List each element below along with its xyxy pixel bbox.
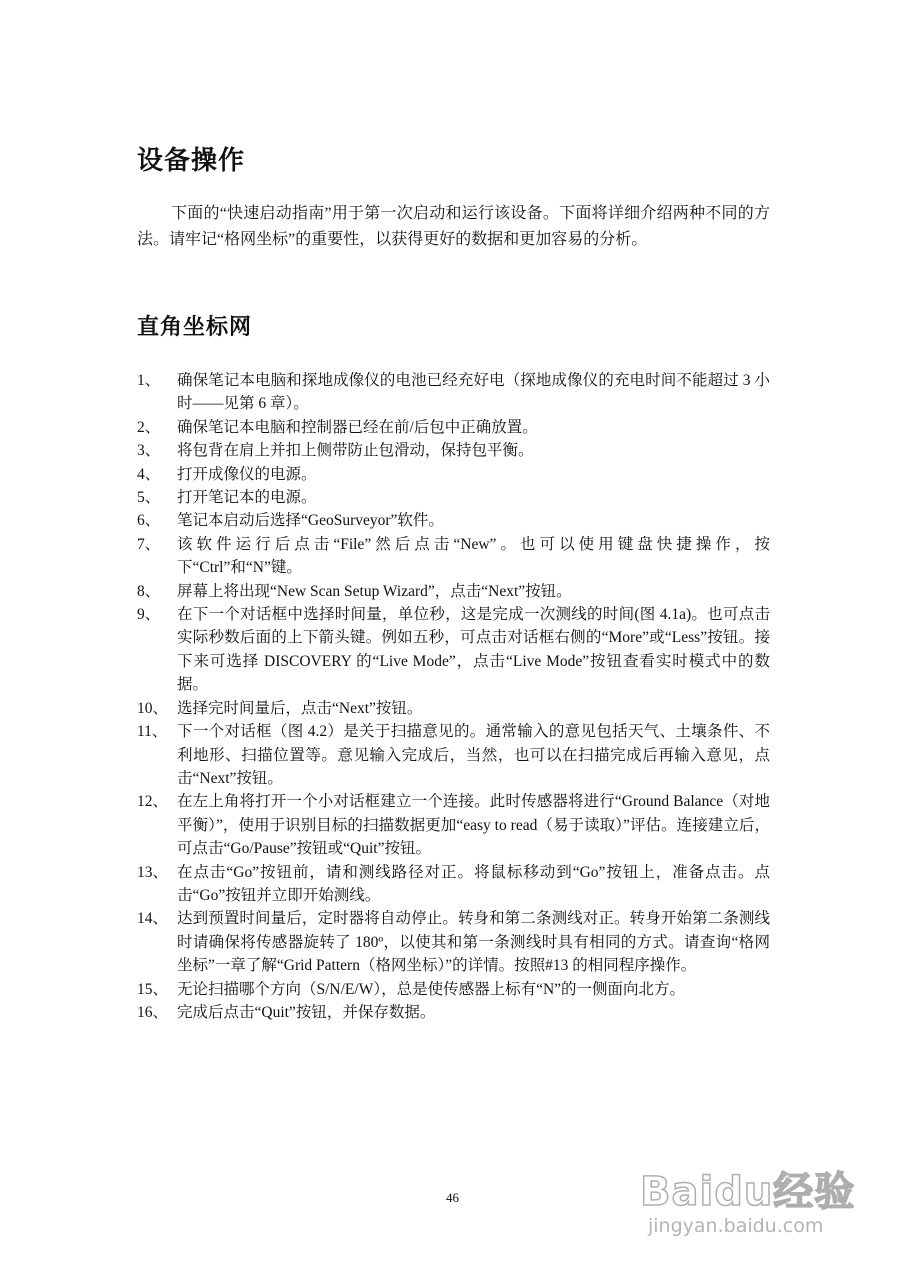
list-item xyxy=(137,486,770,509)
step-text: 完成后点击“Quit”按钮，并保存数据。 xyxy=(177,1003,436,1021)
step-number: 11、 xyxy=(137,723,168,741)
section-title: 直角坐标网 xyxy=(137,315,253,340)
watermark-url: jingyan.baidu.com xyxy=(648,1215,824,1237)
step-number: 7、 xyxy=(137,535,161,553)
step-text: 在点击“Go”按钮前，请和测线路径对正。将鼠标移动到“Go”按钮上，准备点击。点击“Go”按钮并立即开始测线。 xyxy=(177,863,770,904)
list-item xyxy=(137,861,770,908)
step-number: 14、 xyxy=(137,910,169,928)
list-item xyxy=(137,533,770,580)
step-text: 打开成像仪的电源。 xyxy=(177,465,317,483)
step-number: 16、 xyxy=(137,1003,169,1021)
step-number: 5、 xyxy=(137,489,161,507)
step-number: 2、 xyxy=(137,418,161,436)
step-number: 9、 xyxy=(137,606,161,624)
list-item xyxy=(137,697,770,720)
step-text: 选择完时间量后，点击“Next”按钮。 xyxy=(177,699,423,717)
list-item xyxy=(137,978,770,1001)
page-title: 设备操作 xyxy=(137,146,246,176)
step-text: 打开笔记本的电源。 xyxy=(177,489,317,507)
list-item xyxy=(137,907,770,977)
step-text: 确保笔记本电脑和探地成像仪的电池已经充好电（探地成像仪的充电时间不能超过 3 小时——见第 6 章）。 xyxy=(177,372,770,413)
steps-list xyxy=(137,369,770,1024)
intro-paragraph: 下面的“快速启动指南”用于第一次启动和运行该设备。下面将详细介绍两种不同的方法。请牢记“格网坐标”的重要性，以获得更好的数据和更加容易的分析。 xyxy=(137,205,770,248)
step-text: 无论扫描哪个方向（S/N/E/W），总是使传感器上标有“N”的一侧面向北方。 xyxy=(177,980,686,998)
step-number: 12、 xyxy=(137,793,169,811)
page-number: 46 xyxy=(446,1190,459,1205)
step-number: 8、 xyxy=(137,582,161,600)
step-text: 在下一个对话框中选择时间量，单位秒，这是完成一次测线的时间(图 4.1a)。也可点击实际秒数后面的上下箭头键。例如五秒，可点击对话框右侧的“More”或“Less”按钮。接下来可选择 DISCOVERY 的“Live Mode”，点击“Live Mode”按钮查看实时模式中的数据。 xyxy=(177,606,770,694)
step-number: 1、 xyxy=(137,372,161,389)
step-number: 13、 xyxy=(137,863,169,881)
step-text: 该软件运行后点击“File”然后点击“New”。也可以使用键盘快捷操作，按下“Ctrl”和“N”键。 xyxy=(177,535,770,577)
step-text: 屏幕上将出现“New Scan Setup Wizard”，点击“Next”按钮。 xyxy=(177,582,572,600)
list-item xyxy=(137,416,770,439)
list-item xyxy=(137,720,770,790)
list-item xyxy=(137,439,770,462)
step-number: 3、 xyxy=(137,442,161,460)
watermark-logo: Baidu经验 xyxy=(640,1169,856,1215)
step-number: 10、 xyxy=(137,699,169,717)
step-text: 笔记本启动后选择“GeoSurveyor”软件。 xyxy=(177,512,444,530)
list-item xyxy=(137,463,770,486)
step-number: 15、 xyxy=(137,980,169,998)
step-text: 在左上角将打开一个小对话框建立一个连接。此时传感器将进行“Ground Balance（对地平衡）”，使用于识别目标的扫描数据更加“easy to read（易于读取）”评估。连接建立后，可点击“Go/Pause”按钮或“Quit”按钮。 xyxy=(177,793,770,858)
step-text: 确保笔记本电脑和控制器已经在前/后包中正确放置。 xyxy=(177,418,538,436)
list-item xyxy=(137,603,770,697)
list-item xyxy=(137,509,770,532)
list-item xyxy=(137,580,770,603)
step-text: 将包背在肩上并扣上侧带防止包滑动，保持包平衡。 xyxy=(177,442,534,460)
list-item xyxy=(137,369,770,416)
step-text: 达到预置时间量后，定时器将自动停止。转身和第二条测线对正。转身开始第二条测线时请确保将传感器旋转了 180º，以使其和第一条测线时具有相同的方式。请查询“格网坐标”一章了解“Grid Pattern（格网坐标）”的详情。按照#13 的相同程序操作。 xyxy=(177,910,770,975)
step-number: 6、 xyxy=(137,512,161,530)
baidu-watermark xyxy=(640,1160,890,1270)
step-text: 下一个对话框（图 4.2）是关于扫描意见的。通常输入的意见包括天气、土壤条件、不利地形、扫描位置等。意见输入完成后，当然，也可以在扫描完成后再输入意见，点击“Next”按钮。 xyxy=(177,723,770,787)
list-item xyxy=(137,1001,770,1024)
list-item xyxy=(137,790,770,860)
step-number: 4、 xyxy=(137,465,161,483)
